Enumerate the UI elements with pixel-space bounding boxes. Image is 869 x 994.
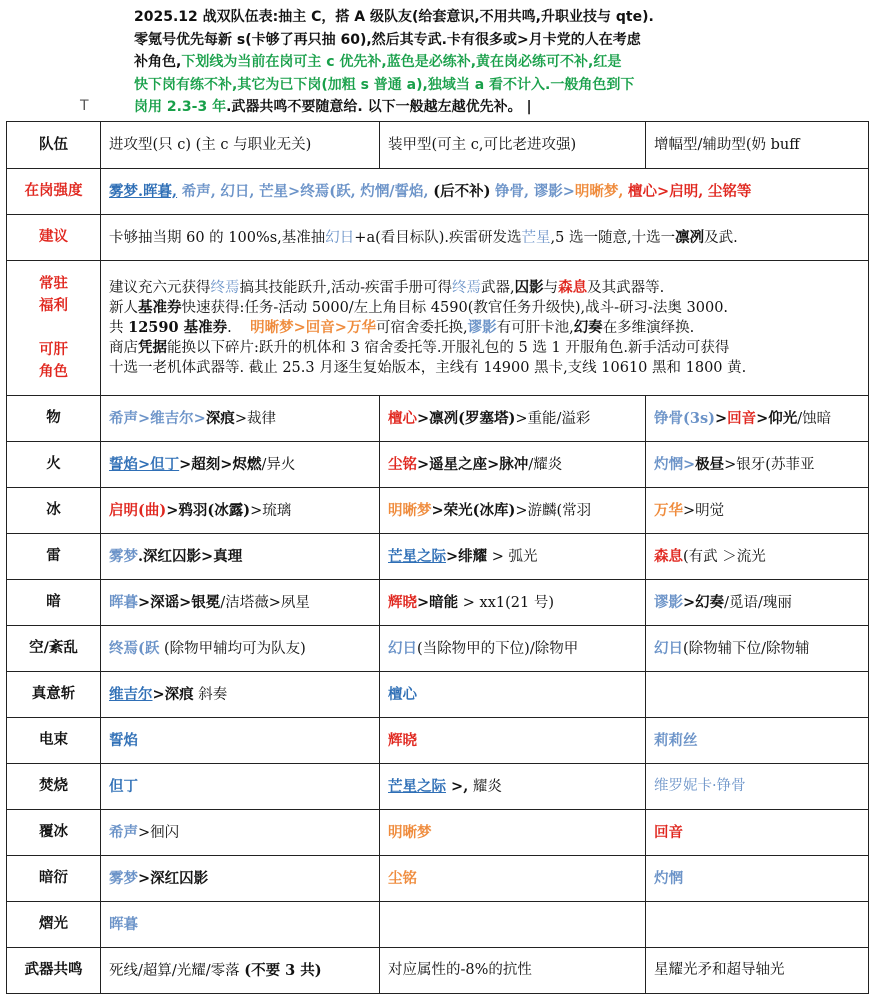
intro-line-3: 补角色,下划线为当前在岗可主 c 优先补,蓝色是必练补,黄在岗必练可不补,红是	[134, 54, 622, 70]
header-attack: 进攻型(只 c) (主 c 与职业无关)	[101, 122, 380, 169]
table-row: 焚烧 但丁 芒星之际 >, 耀炎 维罗妮卡·铮骨	[7, 764, 869, 810]
table-row: 雷 雾梦.深红囚影>真理 芒星之际>绯耀 > 弧光 森息(有武 ＞流光	[7, 534, 869, 580]
table-row: 火 誓焰>但丁>超刻>烬燃/异火 尘铭>遥星之座>脉冲/耀炎 灼惘>极昼>银牙(苏菲亚	[7, 442, 869, 488]
ibeam-cursor-icon: T	[80, 98, 89, 114]
table-row: 真意斩 维吉尔>深痕 斜奏 檀心	[7, 672, 869, 718]
table-row: 熠光 晖暮	[7, 902, 869, 948]
table-row: 覆冰 希声>徊闪 明晰梦 回音	[7, 810, 869, 856]
legend-text: 下划线为当前在岗可主 c 优先补,蓝色是必练补,黄在岗必练可不补,红是	[181, 54, 622, 70]
table-row: 武器共鸣 死线/超算/光耀/零落 (不要 3 共) 对应属性的-8%的抗性 星耀光矛和超导轴光	[7, 948, 869, 994]
strength-label: 在岗强度	[7, 169, 101, 215]
advice-label: 建议	[7, 215, 101, 261]
intro-notes	[134, 6, 774, 119]
table-row: 空/紊乱 终焉(跃 (除物甲辅均可为队友) 幻日(当除物甲的下位)/除物甲 幻日(除物辅下位/除物辅	[7, 626, 869, 672]
intro-line-4: 快下岗有练不补,其它为已下岗(加粗 s 普通 a),独域当 a 看不计入.一般角色到下	[134, 76, 635, 93]
table-row: 暗 晖暮>深谣>银冕/洁塔薇>夙星 辉晓>暗能 > xx1(21 号) 谬影>幻奏/觅语/瑰丽	[7, 580, 869, 626]
header-armor: 装甲型(可主 c,可比老进攻强)	[380, 122, 646, 169]
advice-content: 卡够抽当期 60 的 100%s,基准抽幻日+a(看目标队).疾雷研发选芒星,5 选一随意,十选一凛冽及武.	[101, 215, 869, 261]
welfare-content: 建议充六元获得终焉搞其技能跃升,活动-疾雷手册可得终焉武器,囚影与森息及其武器等. 新人基准券快速获得:任务-活动 5000/左上角目标 4590(教官任务升级快),战斗-研习-法奥 3000. 共 12590 基准券. 明晰梦>回音>万华可宿舍委托换,谬影有可肝卡池,幻奏在多维演绎换. 商店凭据能换以下碎片:跃升的机体和 3 宿舍委托等.开服礼包的 5 选 1 开服角色.新手活动可获得 十选一老机体武器等. 截止 25.3 月逐生复始版本，主线有 14900 黑卡,支线 10610 黑和 1800 黄.	[101, 261, 869, 396]
table-row: 物 希声>维吉尔>深痕>裁律 檀心>凛冽(罗塞塔)>重能/溢彩 铮骨(3s)>回音>仰光/蚀暗	[7, 396, 869, 442]
advice-row	[7, 215, 869, 261]
strength-row	[7, 169, 869, 215]
header-team: 队伍	[7, 122, 101, 169]
text-cursor: |	[526, 99, 532, 115]
intro-line-1: 2025.12 战双队伍表:抽主 C，搭 A 级队友(给套意识,不用共鸣,升职业技与 qte).	[134, 9, 654, 25]
welfare-label: 常驻 福利 可肝 角色	[7, 261, 101, 396]
table-row: 冰 启明(曲)>鸦羽(冰露)>琉璃 明晰梦>荣光(冰库)>游麟(常羽 万华>明觉	[7, 488, 869, 534]
header-row	[7, 122, 869, 169]
intro-line-2: 零氪号优先每新 s(卡够了再只抽 60),然后其专武.卡有很多或>月卡党的人在考虑	[134, 31, 641, 48]
header-support: 增幅型/辅助型(奶 buff	[646, 122, 869, 169]
strength-content: 雾梦.晖暮, 希声, 幻日, 芒星>终焉(跃, 灼惘/誓焰, (后不补) 铮骨, 谬影>明晰梦, 檀心>启明, 尘铭等	[101, 169, 869, 215]
welfare-row	[7, 261, 869, 396]
intro-line-5: 岗用 2.3-3 年.武器共鸣不要随意给. 以下一般越左越优先补。 |	[134, 99, 532, 115]
table-row: 暗衍 雾梦>深红囚影 尘铭 灼惘	[7, 856, 869, 902]
team-table	[6, 121, 869, 994]
table-row: 电束 誓焰 辉晓 莉莉丝	[7, 718, 869, 764]
